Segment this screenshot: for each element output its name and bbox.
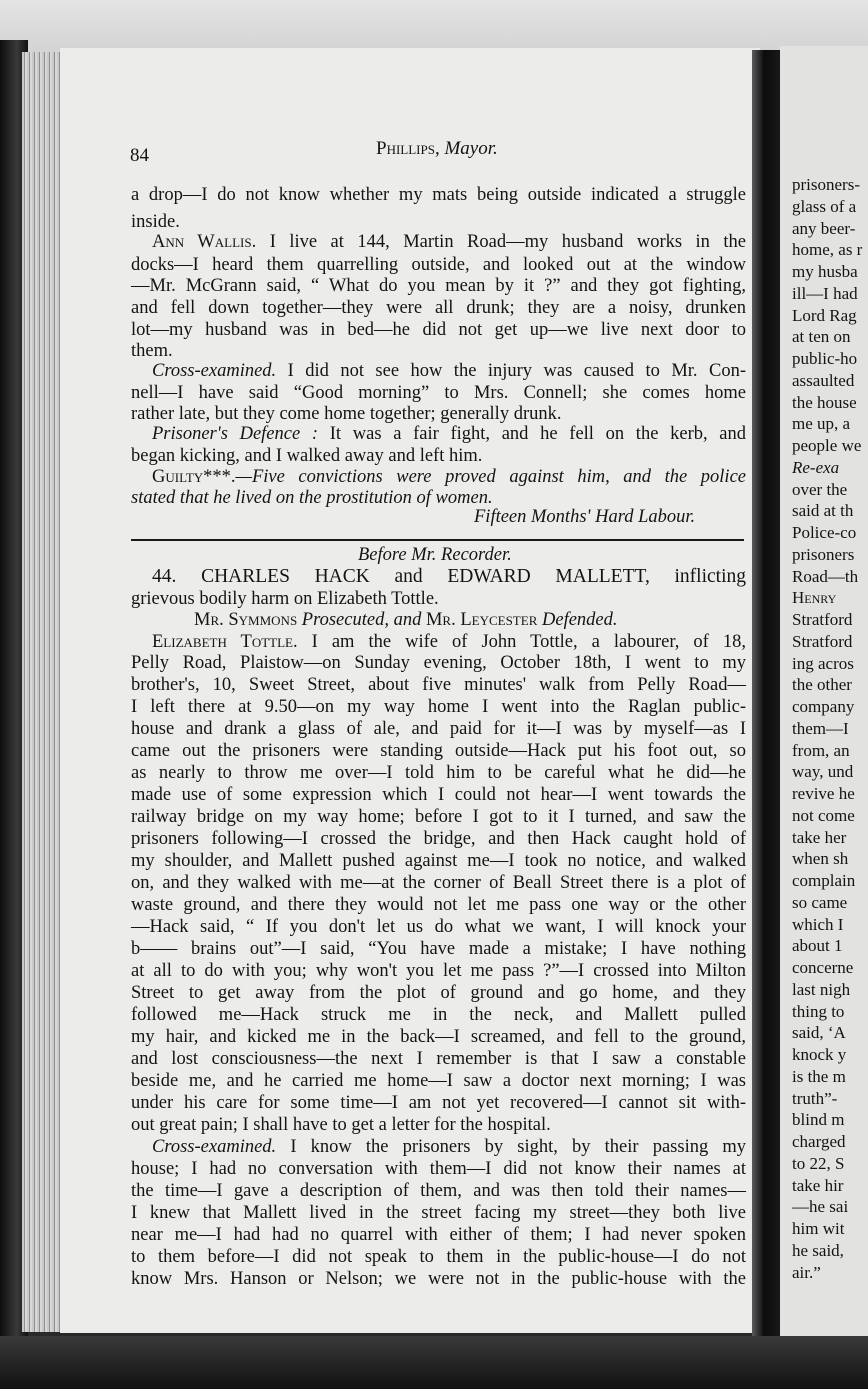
text-line: grievous bodily harm on Elizabeth Tottle. xyxy=(131,589,439,609)
counsel-line: Mr. Symmons Prosecuted, and Mr. Leycester Defended. xyxy=(194,610,618,630)
text-line: waste ground, and there they would not let me pass one way or the other xyxy=(131,895,746,915)
right-page-line: blind m xyxy=(792,1110,845,1130)
right-page-line: concerne xyxy=(792,958,854,977)
right-page-line: truth”- xyxy=(792,1088,838,1108)
text-line: rather late, but they come home together; generally drunk. xyxy=(131,404,562,424)
text-line: out great pain; I shall have to get a letter for the hospital. xyxy=(131,1115,551,1135)
right-page-line: take her xyxy=(792,827,847,847)
page-number: 84 xyxy=(130,145,149,166)
text-line: brother's, 10, Sweet Street, about five minutes' walk from Pelly Road— xyxy=(131,675,746,695)
witness-elizabeth-tottle: Elizabeth Tottle. I am the wife of John Tottle, a labourer, of 18, xyxy=(152,632,746,652)
text-line: railway bridge on my way home; before I got to it I turned, and saw the xyxy=(131,807,746,827)
text-line: Street to get away from the plot of ground and go home, and they xyxy=(131,983,746,1003)
right-page-line: at ten on xyxy=(792,327,851,347)
right-page-line: way, und xyxy=(792,762,854,782)
text-line: —Hack said, “ If you don't let us do what we want, I will knock your xyxy=(131,917,746,937)
right-page-line: knock y xyxy=(792,1045,847,1064)
right-page-line: charged xyxy=(792,1132,846,1151)
right-page-line: from, an xyxy=(792,740,850,760)
text-line: I left there at 9.50—on my way home I went into the Raglan public- xyxy=(131,697,746,717)
text-line: my shoulder, and Mallett pushed against me—I took no notice, and walked xyxy=(131,851,746,871)
text-line: on, and they walked with me—at the corner of Beall Street there is a plot of xyxy=(131,873,746,893)
right-page-line: not come xyxy=(792,805,855,825)
text-line: and lost consciousness—the next I remember is that I saw a constable xyxy=(131,1049,746,1069)
right-page-line: take hir xyxy=(792,1175,844,1195)
right-page-line: he said, xyxy=(792,1240,844,1260)
text-line: the time—I gave a description of them, and was then told their names— xyxy=(131,1181,746,1201)
text-line: know Mrs. Hanson or Nelson; we were not in the public-house with the xyxy=(131,1269,746,1289)
right-page-line: glass of a xyxy=(792,196,857,216)
right-page-line: —he sai xyxy=(792,1197,849,1217)
right-page-line: them—I xyxy=(792,718,849,738)
right-page-line: air.” xyxy=(792,1262,821,1282)
text-line: prisoners following—I crossed the bridge, and then Hack caught hold of xyxy=(131,829,746,849)
right-page-line: which I xyxy=(792,914,844,934)
right-page-line: prisoners- xyxy=(792,175,860,194)
right-page-line: last nigh xyxy=(792,979,851,999)
text-line: I knew that Mallett lived in the street facing my street—they both live xyxy=(131,1203,746,1223)
text-line: inside. xyxy=(131,212,180,232)
text-line: —Mr. McGrann said, “ What do you mean by it ?” and they got fighting, xyxy=(131,276,746,296)
text-line: house; I had no conversation with them—I did not know their names at xyxy=(131,1159,746,1179)
right-page-line: thing to xyxy=(792,1001,845,1021)
right-page-line: assaulted xyxy=(792,370,855,390)
text-line: as nearly to throw me over—I told him to be careful what he did—he xyxy=(131,763,746,783)
text-line: to them before—I did not speak to them in the public-house—I do not xyxy=(131,1247,746,1267)
right-page-line: Stratford xyxy=(792,610,853,629)
right-page-line: ill—I had xyxy=(792,283,858,303)
right-page-line: is the m xyxy=(792,1066,846,1086)
right-page-line: company xyxy=(792,697,855,716)
text-line: made use of some expression which I could not hear—I went towards the xyxy=(131,785,746,805)
cross-examined-2: Cross-examined. I know the prisoners by sight, by their passing my xyxy=(152,1137,747,1157)
text-line: and fell down together—they were all drunk; they are a noisy, drunken xyxy=(131,298,746,318)
right-page-line: revive he xyxy=(792,784,855,803)
text-line: house and drank a glass of ale, and paid for it—I was by myself—as I xyxy=(131,719,746,739)
text-line: b—— brains out”—I said, “You have made a mistake; I have nothing xyxy=(131,939,746,959)
case-heading: 44. CHARLES HACK and EDWARD MALLETT, inflicting xyxy=(152,566,747,587)
text-line: a drop—I do not know whether my mats being outside indicated a struggle xyxy=(131,185,746,205)
right-page-line: prisoners xyxy=(792,544,855,564)
right-page-line: Lord Rag xyxy=(792,305,857,325)
before-heading: Before Mr. Recorder. xyxy=(358,545,512,565)
witness-ann-wallis: Ann Wallis. I live at 144, Martin Road—my husband works in the xyxy=(152,232,747,252)
text-line: came out the prisoners were standing outside—Hack put his foot out, so xyxy=(131,741,746,761)
running-title: Phillips, Mayor. xyxy=(376,138,498,159)
text-line: beside me, and he carried me home—I saw a doctor next morning; I was xyxy=(131,1071,746,1091)
right-page-line: me up, a xyxy=(792,414,851,434)
right-page-line: any beer- xyxy=(792,218,856,238)
book-gutter xyxy=(752,50,782,1340)
right-page-line: Stratford xyxy=(792,631,853,651)
text-line: them. xyxy=(131,341,173,361)
verdict: Guilty***.—Five convictions were proved against him, and the police xyxy=(152,467,746,487)
right-page-line: my husba xyxy=(792,262,858,281)
right-page-line: ing acros xyxy=(792,653,854,673)
right-page-line: about 1 xyxy=(792,936,843,956)
cross-examined-1: Cross-examined. I did not see how the injury was caused to Mr. Con- xyxy=(152,361,747,381)
right-page-line: Police-co xyxy=(792,523,857,542)
text-line: nell—I have said “Good morning” to Mrs. Connell; she comes home xyxy=(131,383,746,403)
right-page-line: when sh xyxy=(792,849,849,869)
right-page-line: people we xyxy=(792,436,862,455)
right-page-line: him wit xyxy=(792,1219,845,1238)
text-line: near me—I had had no quarrel with either of them; I had never spoken xyxy=(131,1225,746,1245)
right-page-line: Re-exa xyxy=(792,457,840,477)
section-rule xyxy=(131,539,744,541)
right-page-line: so came xyxy=(792,892,848,912)
scanner-bottom-strip xyxy=(0,1336,868,1389)
right-page-line: home, as r xyxy=(792,240,863,260)
right-page-line: public-ho xyxy=(792,349,858,368)
right-page-line: Road—th xyxy=(792,566,859,586)
text-line: followed me—Hack struck me in the neck, and Mallett pulled xyxy=(131,1005,746,1025)
right-page-line: said, ‘A xyxy=(792,1023,846,1043)
right-page-line: Henry xyxy=(792,588,837,608)
text-line: Pelly Road, Plaistow—on Sunday evening, October 18th, I went to my xyxy=(131,653,746,673)
right-page-line: to 22, S xyxy=(792,1153,845,1173)
right-page-line: the house xyxy=(792,392,857,412)
text-line: my hair, and kicked me in the back—I screamed, and fell to the ground, xyxy=(131,1027,746,1047)
right-page-line: complain xyxy=(792,871,856,890)
prisoners-defence: Prisoner's Defence : It was a fair fight, and he fell on the kerb, and xyxy=(152,424,747,444)
text-line: began kicking, and I walked away and left him. xyxy=(131,446,483,466)
text-line: under his care for some time—I am not yet recovered—I cannot sit with- xyxy=(131,1093,746,1113)
text-line: stated that he lived on the prostitution of women. xyxy=(131,488,493,508)
right-page-line: the other xyxy=(792,675,852,695)
text-line: docks—I heard them quarrelling outside, and looked out at the window xyxy=(131,255,746,275)
right-page-line: said at th xyxy=(792,501,854,521)
sentence: Fifteen Months' Hard Labour. xyxy=(474,507,696,527)
right-page-line: over the xyxy=(792,479,848,499)
text-line: lot—my husband was in bed—he did not get up—we live next door to xyxy=(131,320,746,340)
text-line: at all to do with you; why won't you let me pass ?”—I crossed into Milton xyxy=(131,961,746,981)
